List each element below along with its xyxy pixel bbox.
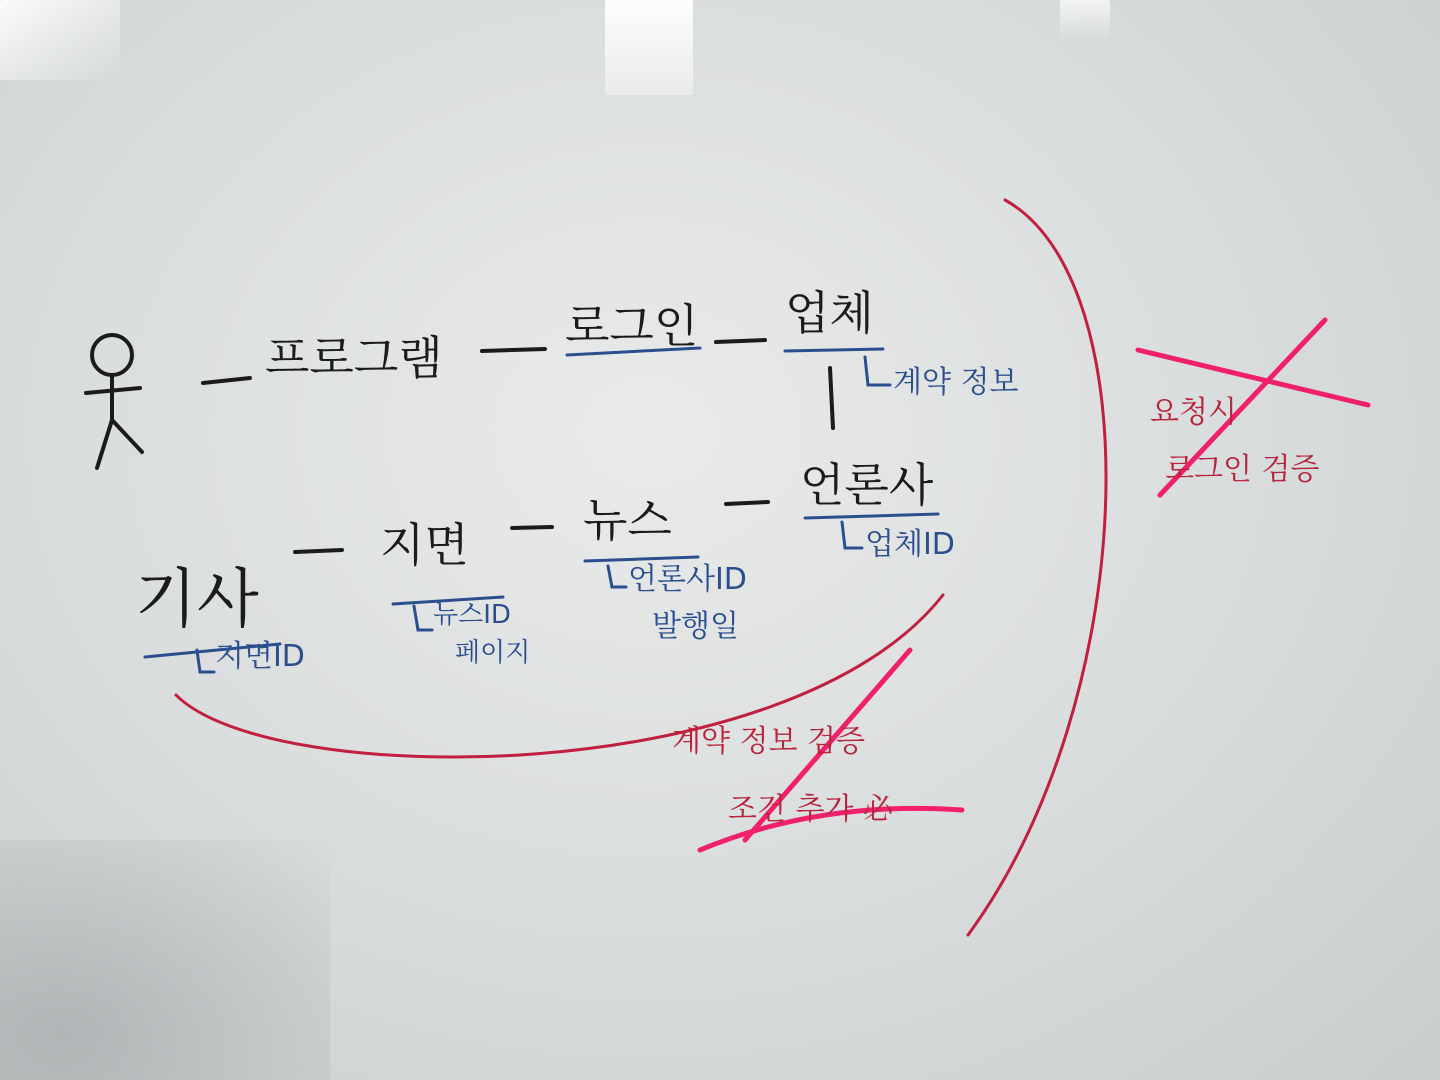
note-news-id: 뉴스ID xyxy=(433,600,511,630)
underline xyxy=(585,557,698,561)
note-contract-check-line2: 조건 추가 必 xyxy=(728,792,893,827)
sub-branch xyxy=(197,650,214,672)
connector-vertical xyxy=(830,368,833,428)
underline xyxy=(785,349,883,351)
sub-branch xyxy=(842,522,862,548)
scope-arc xyxy=(968,200,1106,935)
node-company: 업체 xyxy=(785,286,874,340)
note-page-number: 페이지 xyxy=(455,638,531,668)
node-news: 뉴스 xyxy=(583,493,672,547)
note-publish-date: 발행일 xyxy=(652,609,739,644)
note-login-check-line2: 로그인 검증 xyxy=(1165,452,1320,487)
node-press: 언론사 xyxy=(800,458,934,512)
sub-branch xyxy=(865,357,890,385)
sub-branch xyxy=(414,606,432,630)
connector-dash xyxy=(203,378,250,383)
note-page-id: 지면ID xyxy=(215,639,305,674)
note-company-id: 업체ID xyxy=(865,527,955,562)
node-page: 지면 xyxy=(380,518,469,572)
note-login-check-line1: 요청시 xyxy=(1150,395,1237,430)
note-contract-check-line1: 계약 정보 검증 xyxy=(672,724,865,759)
node-login: 로그인 xyxy=(565,299,699,353)
stick-figure-icon xyxy=(86,335,142,468)
connector-dash xyxy=(482,349,545,351)
connector-dash xyxy=(716,340,765,342)
note-press-id: 언론사ID xyxy=(628,562,747,597)
node-article: 기사 xyxy=(135,563,259,637)
underline xyxy=(805,514,938,518)
connector-dash xyxy=(726,502,768,504)
connector-dash xyxy=(295,550,342,552)
connector-dash xyxy=(512,527,552,528)
note-contract-info: 계약 정보 xyxy=(893,365,1019,400)
node-program: 프로그램 xyxy=(265,331,443,385)
sub-branch xyxy=(608,566,626,587)
